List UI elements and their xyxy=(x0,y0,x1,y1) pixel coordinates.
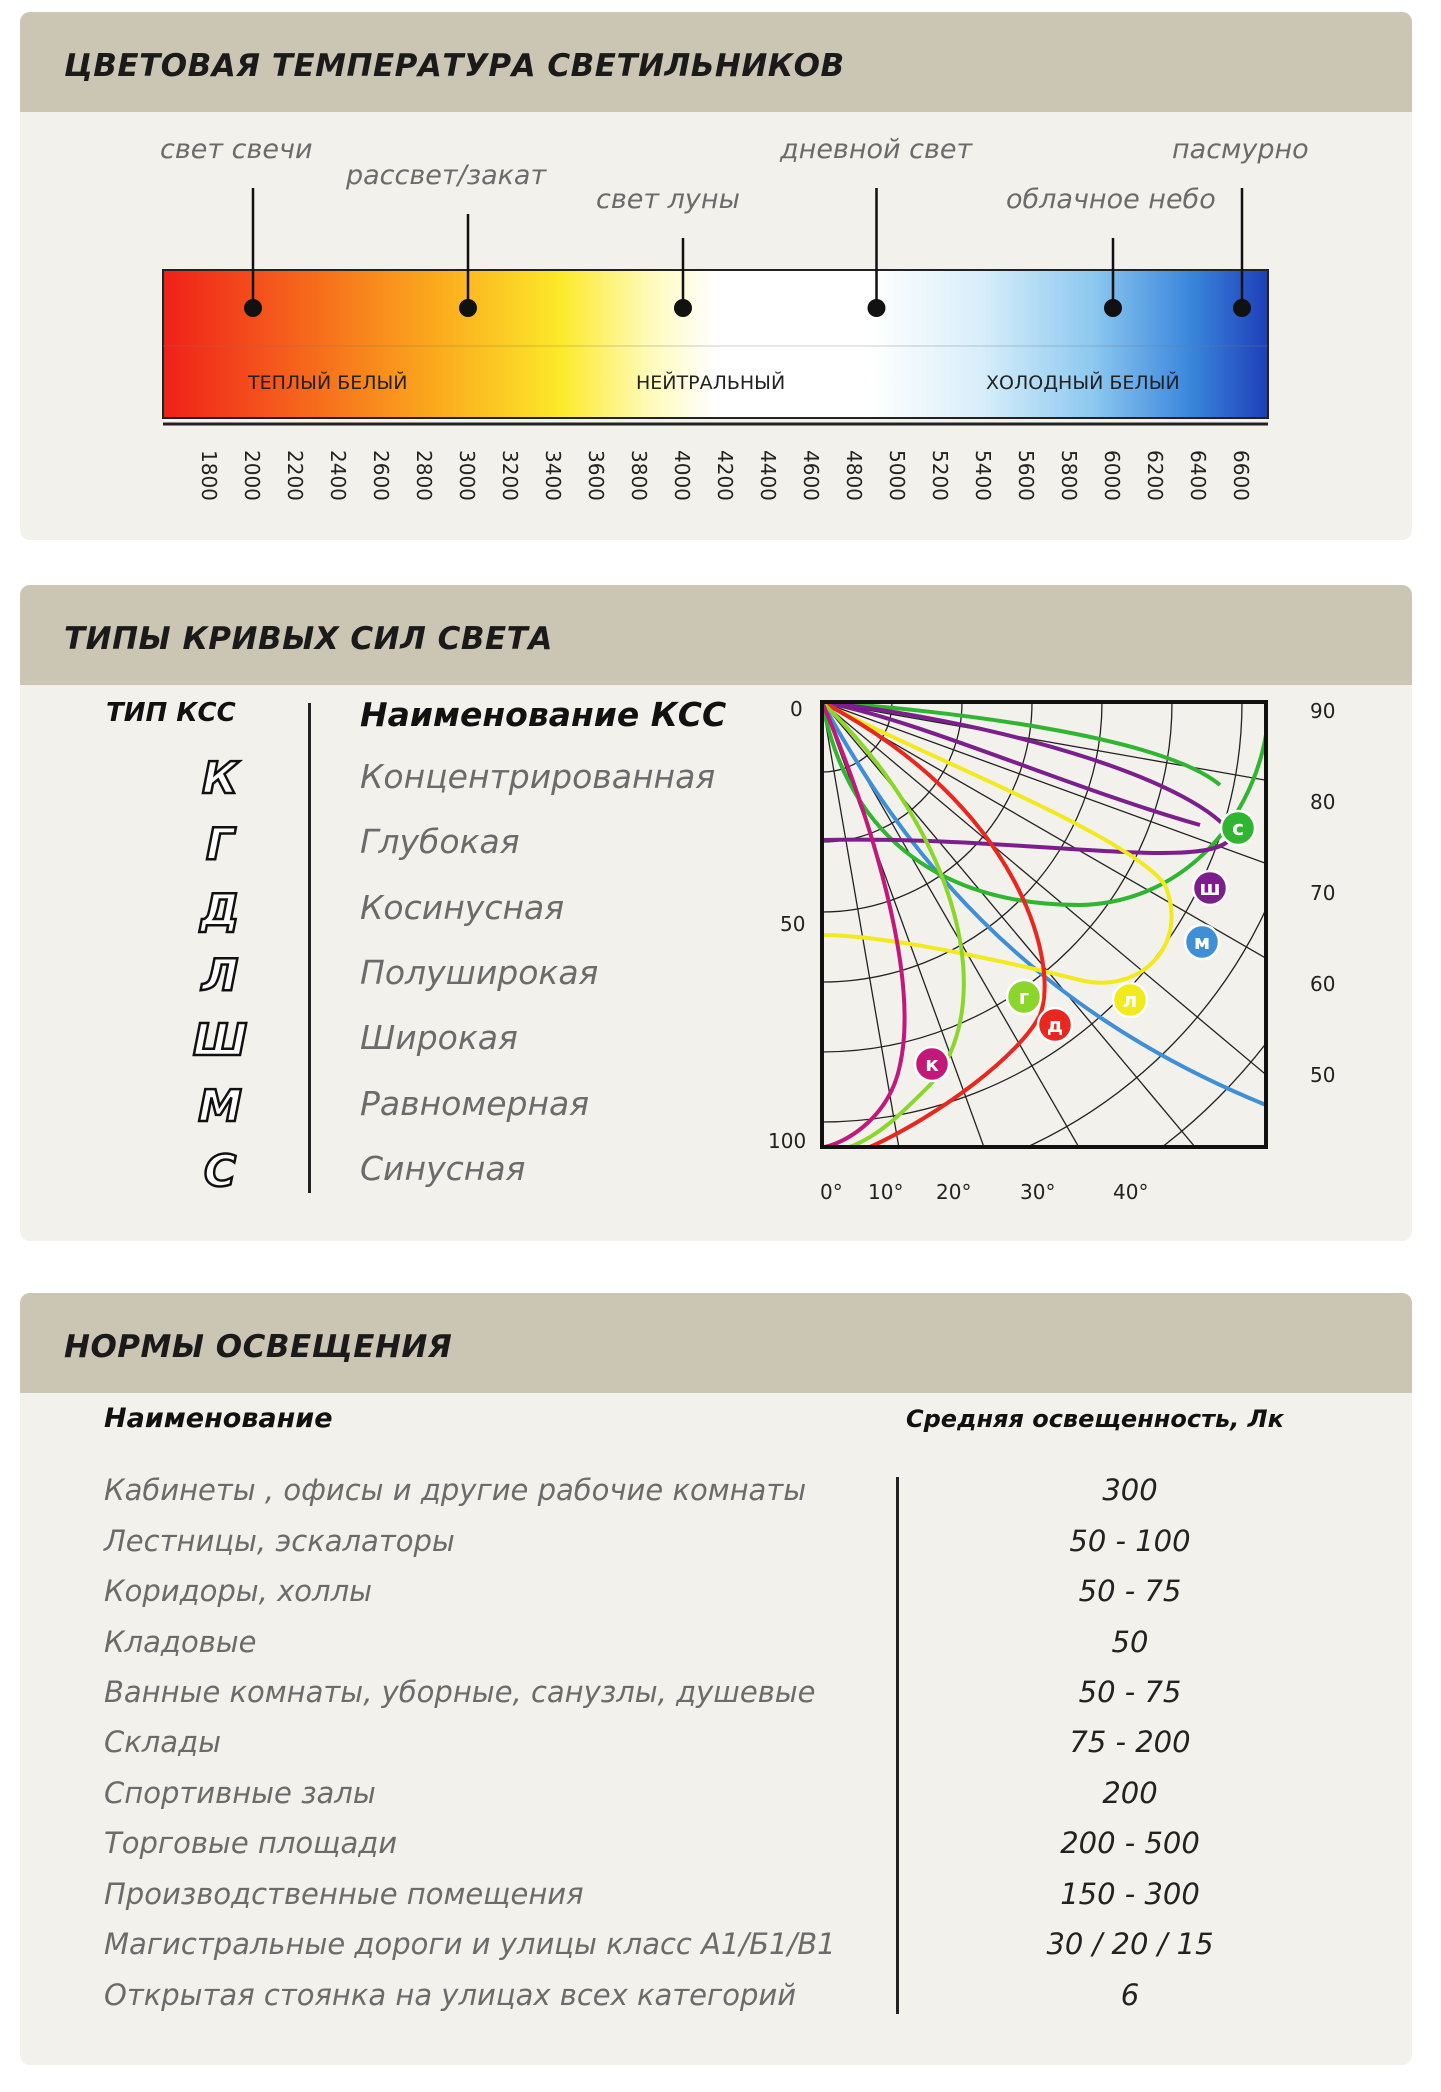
scale-tick-label: 6600 xyxy=(1229,450,1253,501)
norm-row-value: 150 - 300 xyxy=(1060,1877,1200,1911)
curve-type-letter: Г xyxy=(205,819,235,870)
scale-tick-label: 4200 xyxy=(713,450,737,501)
marker-label-cloudy-sky: облачное небо xyxy=(1006,184,1216,215)
curve-type-name: Концентрированная xyxy=(360,757,716,796)
axis-bottom-label: 30° xyxy=(1020,1180,1056,1204)
norm-row-name: Производственные помещения xyxy=(104,1877,584,1911)
curve-type-name: Широкая xyxy=(360,1018,518,1057)
scale-tick-label: 3400 xyxy=(541,450,565,501)
marker-dot xyxy=(1104,299,1122,317)
norm-row-name: Торговые площади xyxy=(104,1826,398,1860)
zone-warm-white: ТЕПЛЫЙ БЕЛЫЙ xyxy=(248,372,408,394)
column-divider xyxy=(896,1477,899,2014)
curve-type-name: Синусная xyxy=(360,1149,526,1188)
scale-tick-label: 6400 xyxy=(1186,450,1210,501)
marker-dot xyxy=(674,299,692,317)
axis-bottom-label: 10° xyxy=(868,1180,904,1204)
scale-tick-label: 5800 xyxy=(1057,450,1081,501)
scale-tick-label: 3200 xyxy=(498,450,522,501)
col-header-name: Наименование xyxy=(104,1403,333,1434)
scale-tick-label: 2000 xyxy=(240,450,264,501)
norm-row-value: 75 - 200 xyxy=(1069,1725,1191,1759)
curve-type-letter: С xyxy=(203,1146,237,1197)
norm-row-value: 300 xyxy=(1102,1473,1158,1507)
axis-left-label: 100 xyxy=(768,1129,807,1153)
norm-row-value: 50 - 75 xyxy=(1078,1675,1182,1709)
marker-dot xyxy=(1233,299,1251,317)
scale-tick-label: 5400 xyxy=(971,450,995,501)
scale-tick-label: 3000 xyxy=(455,450,479,501)
curve-badge-letter: м xyxy=(1193,930,1211,954)
norm-row-value: 200 xyxy=(1102,1776,1158,1810)
light-curves-panel xyxy=(20,585,1412,1241)
curve-type-name: Глубокая xyxy=(360,822,520,861)
light-distribution-diagram xyxy=(20,585,1412,1241)
axis-right-label: 90 xyxy=(1310,699,1336,723)
norm-row-name: Открытая стоянка на улицах всех категорий xyxy=(104,1978,797,2012)
norm-row-value: 50 xyxy=(1111,1625,1149,1659)
marker-label-candle: свет свечи xyxy=(160,134,313,165)
scale-tick-label: 3600 xyxy=(584,450,608,501)
scale-tick-label: 5600 xyxy=(1014,450,1038,501)
col-header-value: Средняя освещенность, Лк xyxy=(906,1405,1284,1433)
curve-badge-ш xyxy=(1193,871,1227,905)
curve-badge-м xyxy=(1185,925,1219,959)
curve-badge-letter: г xyxy=(1018,985,1030,1009)
norm-row-value: 6 xyxy=(1120,1978,1140,2012)
scale-tick-label: 2400 xyxy=(326,450,350,501)
scale-tick-label: 5200 xyxy=(928,450,952,501)
marker-label-moon: свет луны xyxy=(596,184,740,215)
axis-bottom-label: 20° xyxy=(936,1180,972,1204)
col-header-type: ТИП КСС xyxy=(106,698,236,728)
panel-title: НОРМЫ ОСВЕЩЕНИЯ xyxy=(64,1329,453,1365)
axis-right-label: 80 xyxy=(1310,790,1336,814)
axis-right-label: 50 xyxy=(1310,1063,1336,1087)
scale-tick-label: 5000 xyxy=(885,450,909,501)
curve-badge-letter: ш xyxy=(1199,876,1221,900)
norm-row-name: Коридоры, холлы xyxy=(104,1574,372,1608)
marker-label-daylight: дневной свет xyxy=(780,134,973,165)
norm-row-value: 50 - 75 xyxy=(1078,1574,1182,1608)
curve-type-letter: Д xyxy=(200,885,240,936)
norm-row-name: Магистральные дороги и улицы класс А1/Б1/В1 xyxy=(104,1927,836,1961)
norm-row-name: Ванные комнаты, уборные, санузлы, душевые xyxy=(104,1675,816,1709)
curve-type-letter: Л xyxy=(201,950,239,1001)
norm-row-name: Спортивные залы xyxy=(104,1776,376,1810)
zone-neutral: НЕЙТРАЛЬНЫЙ xyxy=(636,372,786,394)
zone-cold-white: ХОЛОДНЫЙ БЕЛЫЙ xyxy=(986,372,1180,394)
lighting-norms-panel xyxy=(20,1293,1412,2065)
norm-row-name: Склады xyxy=(104,1725,222,1759)
scale-tick-label: 3800 xyxy=(627,450,651,501)
curve-badge-л xyxy=(1113,983,1147,1017)
scale-tick-label: 6000 xyxy=(1100,450,1124,501)
temperature-gradient-bar xyxy=(163,270,1268,418)
color-temperature-panel xyxy=(20,12,1412,540)
norm-row-value: 50 - 100 xyxy=(1069,1524,1191,1558)
curve-badge-letter: с xyxy=(1232,816,1244,840)
scale-tick-label: 6200 xyxy=(1143,450,1167,501)
curve-badge-к xyxy=(915,1047,949,1081)
scale-tick-label: 2200 xyxy=(283,450,307,501)
scale-tick-label: 4400 xyxy=(756,450,780,501)
axis-right-label: 60 xyxy=(1310,972,1336,996)
scale-tick-label: 2600 xyxy=(369,450,393,501)
curve-type-letter: Ш xyxy=(192,1015,248,1066)
panel-title: ЦВЕТОВАЯ ТЕМПЕРАТУРА СВЕТИЛЬНИКОВ xyxy=(64,48,845,84)
norm-row-value: 200 - 500 xyxy=(1060,1826,1200,1860)
axis-bottom-label: 40° xyxy=(1113,1180,1149,1204)
axis-left-label: 0 xyxy=(790,697,803,721)
scale-tick-label: 4000 xyxy=(670,450,694,501)
axis-left-label: 50 xyxy=(780,912,806,936)
curve-type-letter: М xyxy=(198,1081,242,1132)
panel-header xyxy=(20,1293,1412,1393)
curve-type-name: Полуширокая xyxy=(360,953,599,992)
marker-dot xyxy=(244,299,262,317)
scale-tick-label: 4600 xyxy=(799,450,823,501)
curve-badge-с xyxy=(1221,811,1255,845)
scale-tick-label: 2800 xyxy=(412,450,436,501)
marker-dot xyxy=(868,299,886,317)
curve-type-name: Косинусная xyxy=(360,888,565,927)
col-header-name: Наименование КСС xyxy=(360,695,727,734)
axis-bottom-label: 0° xyxy=(820,1180,843,1204)
scale-tick-label: 1800 xyxy=(197,450,221,501)
norm-row-name: Лестницы, эскалаторы xyxy=(104,1524,455,1558)
marker-label-overcast: пасмурно xyxy=(1172,134,1309,165)
marker-label-sunrise: рассвет/закат xyxy=(346,160,547,191)
curve-badge-letter: к xyxy=(925,1052,939,1076)
curve-badge-г xyxy=(1007,980,1041,1014)
curve-type-name: Равномерная xyxy=(360,1084,590,1123)
scale-tick-label: 4800 xyxy=(842,450,866,501)
curve-type-letter: К xyxy=(202,753,238,804)
panel-title: ТИПЫ КРИВЫХ СИЛ СВЕТА xyxy=(64,621,553,657)
curve-badge-letter: д xyxy=(1046,1013,1064,1037)
norm-row-name: Кабинеты , офисы и другие рабочие комнаты xyxy=(104,1473,807,1507)
norm-row-name: Кладовые xyxy=(104,1625,257,1659)
axis-right-label: 70 xyxy=(1310,881,1336,905)
norm-row-value: 30 / 20 / 15 xyxy=(1046,1927,1214,1961)
marker-dot xyxy=(459,299,477,317)
curve-badge-д xyxy=(1038,1008,1072,1042)
curve-badge-letter: л xyxy=(1122,988,1138,1012)
